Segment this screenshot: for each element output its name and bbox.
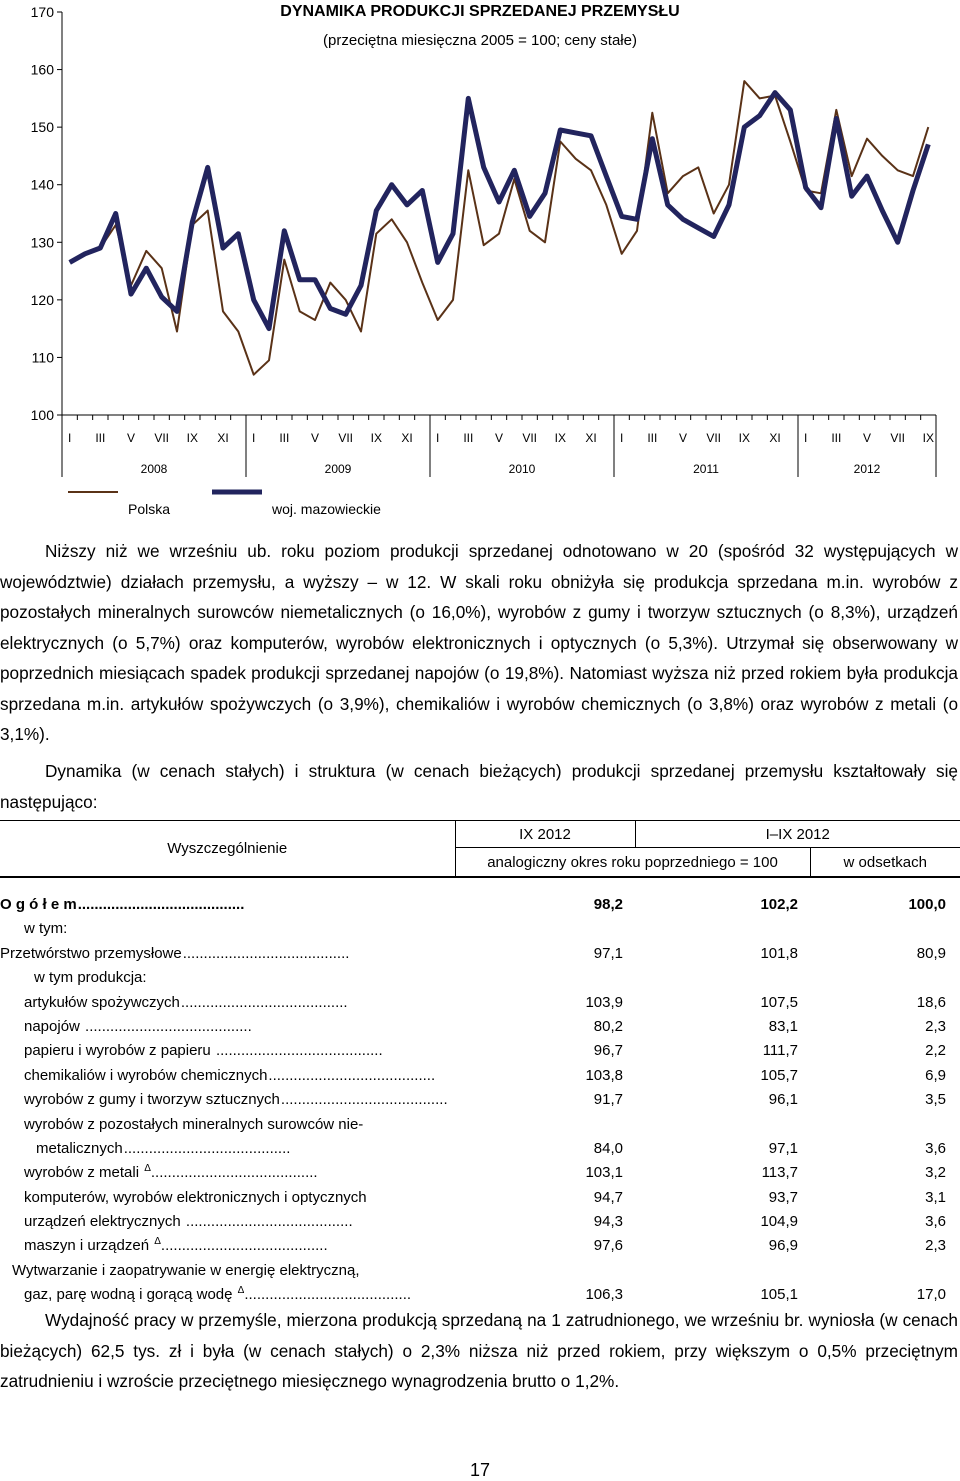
leader-dots: ........................................ xyxy=(280,1091,448,1109)
x-tick-label: IX xyxy=(370,431,383,445)
x-tick-label: V xyxy=(310,431,320,445)
paragraph-1 xyxy=(0,536,958,750)
row-value-1: 98,2 xyxy=(593,896,623,913)
x-tick-label: XI xyxy=(401,431,413,445)
page-number: 17 xyxy=(469,1460,491,1480)
y-tick-label: 130 xyxy=(30,234,54,251)
row-label-text: artykułów spożywczych xyxy=(24,993,180,1011)
paragraph-2 xyxy=(0,756,958,817)
y-tick-label: 150 xyxy=(30,119,54,136)
row-value-2: 107,5 xyxy=(760,993,798,1011)
row-label-text: papieru i wyrobów z papieru xyxy=(24,1042,215,1060)
production-dynamics-chart xyxy=(0,0,960,530)
row-label xyxy=(0,1206,455,1230)
row-value-1: 96,7 xyxy=(593,1042,623,1060)
row-label xyxy=(0,1059,455,1083)
table-row xyxy=(0,1157,960,1181)
row-label xyxy=(0,1181,455,1205)
x-tick-label: I xyxy=(67,431,72,445)
x-tick-label: V xyxy=(862,431,872,445)
paragraph-3 xyxy=(0,1305,958,1397)
y-tick-label: 120 xyxy=(30,291,54,308)
row-value-3: 3,6 xyxy=(925,1213,946,1231)
row-value-3: 18,6 xyxy=(916,993,946,1011)
row-value-2: 96,1 xyxy=(768,1091,798,1109)
table-row xyxy=(0,1035,960,1059)
row-value-3: 2,3 xyxy=(925,1237,946,1255)
row-label-text: wyrobów z metali xyxy=(24,1164,144,1182)
table-row xyxy=(0,962,960,986)
row-label-text: gaz, parę wodną i gorącą wodę xyxy=(24,1286,237,1304)
table-body xyxy=(0,877,960,1303)
row-value-2: 111,7 xyxy=(762,1042,798,1060)
leader-dots: ........................................ xyxy=(244,1286,412,1304)
row-value-1: 94,7 xyxy=(593,1188,623,1206)
x-tick-label: IX xyxy=(922,431,935,445)
row-value-1: 91,7 xyxy=(593,1091,623,1109)
row-value-1: 97,1 xyxy=(593,944,623,962)
leader-dots: ........................................ xyxy=(123,1139,291,1157)
row-label xyxy=(0,1230,455,1254)
chart-title: DYNAMIKA PRODUKCJI SPRZEDANEJ PRZEMYSŁU xyxy=(280,3,680,20)
x-tick-label: V xyxy=(494,431,504,445)
legend-label: Polska xyxy=(128,501,171,517)
row-label-text: wyrobów z pozostałych mineralnych surowców nie- xyxy=(24,1115,364,1133)
row-label xyxy=(0,877,455,913)
row-value-2: 83,1 xyxy=(768,1017,798,1035)
row-value-2: 96,9 xyxy=(768,1237,798,1255)
paragraph-2-text: Dynamika (w cenach stałych) i struktura (w cenach bieżących) produkcji sprzedanej przemysłu kształtowały się następująco: xyxy=(0,761,958,812)
row-value-2: 97,1 xyxy=(768,1139,798,1157)
row-label-text: metalicznych xyxy=(36,1139,123,1157)
row-label-text: komputerów, wyrobów elektronicznych i optycznych xyxy=(24,1188,367,1206)
row-value-1 xyxy=(455,1108,635,1132)
row-label-text: O g ó ł e m xyxy=(0,896,77,913)
row-value-3: 3,6 xyxy=(925,1139,946,1157)
row-value-1: 103,1 xyxy=(585,1164,623,1182)
paragraph-1-text: Niższy niż we wrześniu ub. roku poziom produkcji sprzedanej odnotowano w 20 (spośród 32 występujących w województwie) działach przemysłu, a wyższy – w 12. W skali roku obniżyła się produkcja sprzedana m.in. wyrobów z pozostałych mineralnych surowców niemetalicznych (o 16,0%), wyrobów z gumy i tworzyw sztucznych (o 8,3%), urządzeń elektrycznych (o 5,7%) oraz komputerów, wyrobów elektronicznych i optycznych (o 5,3%). Utrzymał się obserwowany w poprzednich miesiącach spadek produkcji sprzedanej napojów (o 19,8%). Natomiast wyższa niż przed rokiem była produkcja sprzedana m.in. artykułów spożywczych (o 3,9%), chemikaliów i wyrobów chemicznych (o 3,8%) oraz wyrobów z metali (o 3,1%). xyxy=(0,541,958,744)
x-tick-label: IX xyxy=(186,431,199,445)
header-i-ix-2012: I–IX 2012 xyxy=(635,821,960,848)
row-label xyxy=(0,1108,455,1132)
row-label xyxy=(0,1254,455,1278)
legend-label: woj. mazowieckie xyxy=(272,501,381,517)
row-value-1: 84,0 xyxy=(593,1139,623,1157)
row-value-3 xyxy=(810,962,960,986)
row-label xyxy=(0,1011,455,1035)
table-row xyxy=(0,1181,960,1205)
table-row xyxy=(0,1230,960,1254)
x-tick-label: XI xyxy=(769,431,781,445)
x-tick-label: I xyxy=(251,431,256,445)
row-value-3: 3,2 xyxy=(925,1164,946,1182)
y-tick-label: 160 xyxy=(30,61,54,78)
table-row xyxy=(0,937,960,961)
row-value-2: 101,8 xyxy=(760,944,798,962)
row-value-3: 2,3 xyxy=(925,1017,946,1035)
year-label: 2008 xyxy=(140,462,168,476)
paragraph-3-text: Wydajność pracy w przemyśle, mierzona produkcją sprzedaną na 1 zatrudnionego, we wrześniu br. wyniosła (w cenach bieżących) 62,5 tys. zł i była (w cenach stałych) o 2,3% niższa niż przed rokiem, przy większym o 0,5% przeciętnym zatrudnieniu i wzroście przeciętnego miesięcznego wynagrodzenia brutto o 1,2%. xyxy=(0,1310,958,1391)
row-value-3: 3,1 xyxy=(925,1188,946,1206)
row-value-3: 3,5 xyxy=(925,1091,946,1109)
row-value-3: 17,0 xyxy=(916,1286,946,1304)
x-tick-label: XI xyxy=(217,431,229,445)
row-label-text: w tym produkcja: xyxy=(34,969,147,987)
row-value-2 xyxy=(635,1108,810,1132)
row-value-2: 113,7 xyxy=(761,1164,798,1182)
row-value-2 xyxy=(635,1254,810,1278)
row-value-3: 6,9 xyxy=(925,1066,946,1084)
year-label: 2012 xyxy=(853,462,881,476)
y-tick-label: 100 xyxy=(30,407,54,423)
x-tick-label: III xyxy=(647,431,658,445)
x-tick-label: V xyxy=(678,431,688,445)
x-tick-label: VII xyxy=(522,431,538,445)
chart-lines xyxy=(70,81,929,375)
series-line-mazowieckie xyxy=(70,93,929,329)
row-value-2 xyxy=(635,962,810,986)
year-label: 2010 xyxy=(508,462,536,476)
table-row xyxy=(0,1108,960,1132)
row-value-3 xyxy=(810,1108,960,1132)
y-tick-label: 170 xyxy=(30,4,54,20)
table-row xyxy=(0,1254,960,1278)
table-row xyxy=(0,1011,960,1035)
row-value-2: 93,7 xyxy=(768,1188,798,1206)
row-label-text: chemikaliów i wyrobów chemicznych xyxy=(24,1066,268,1084)
row-value-2 xyxy=(635,913,810,937)
leader-dots: ........................................ xyxy=(77,896,245,913)
row-label xyxy=(0,913,455,937)
row-value-1 xyxy=(455,1254,635,1278)
leader-dots: ........................................ xyxy=(180,993,348,1011)
row-label xyxy=(0,1133,455,1157)
row-value-1: 103,8 xyxy=(585,1066,623,1084)
row-value-1 xyxy=(455,913,635,937)
table-row xyxy=(0,1059,960,1083)
row-value-1: 103,9 xyxy=(585,993,623,1011)
row-label xyxy=(0,1157,455,1181)
year-label: 2009 xyxy=(324,462,352,476)
row-value-2: 102,2 xyxy=(760,896,798,913)
row-value-3 xyxy=(810,1254,960,1278)
table-row xyxy=(0,913,960,937)
header-description: Wyszczególnienie xyxy=(0,821,455,878)
row-value-1 xyxy=(455,962,635,986)
row-label xyxy=(0,1084,455,1108)
row-label xyxy=(0,986,455,1010)
table-row xyxy=(0,986,960,1010)
table-row xyxy=(0,1084,960,1108)
chart-subtitle: (przeciętna miesięczna 2005 = 100; ceny stałe) xyxy=(323,32,637,49)
x-tick-label: I xyxy=(619,431,624,445)
leader-dots: ........................................ xyxy=(150,1164,318,1182)
x-tick-label: I xyxy=(435,431,440,445)
row-label-text: wyrobów z gumy i tworzyw sztucznych xyxy=(24,1091,280,1109)
x-tick-label: IX xyxy=(738,431,751,445)
row-value-1: 94,3 xyxy=(593,1213,623,1231)
y-tick-label: 140 xyxy=(30,176,54,193)
row-label xyxy=(0,937,455,961)
y-tick-label: 110 xyxy=(31,349,54,366)
table-row xyxy=(0,1279,960,1303)
row-label-text: napojów xyxy=(24,1017,85,1035)
row-label xyxy=(0,1035,455,1059)
x-tick-label: IX xyxy=(554,431,567,445)
row-value-1: 97,6 xyxy=(593,1237,623,1255)
footnote-mark: Δ xyxy=(154,1236,161,1248)
x-tick-label: V xyxy=(126,431,136,445)
x-tick-label: VII xyxy=(154,431,170,445)
chart-legend xyxy=(68,492,381,517)
table-row xyxy=(0,1133,960,1157)
production-table xyxy=(0,820,960,1303)
footnote-mark: Δ xyxy=(237,1285,245,1297)
row-value-3: 100,0 xyxy=(908,896,946,913)
x-tick-label: III xyxy=(831,431,842,445)
x-tick-label: III xyxy=(279,431,290,445)
row-value-1: 80,2 xyxy=(593,1017,623,1035)
leader-dots: ........................................ xyxy=(215,1042,383,1060)
table-row xyxy=(0,877,960,913)
header-index-base: analogiczny okres roku poprzedniego = 100 xyxy=(455,848,810,878)
table-row xyxy=(0,1206,960,1230)
footnote-mark: Δ xyxy=(144,1163,151,1175)
row-label-text: maszyn i urządzeń xyxy=(24,1237,154,1255)
header-percent: w odsetkach xyxy=(843,853,927,871)
x-tick-label: I xyxy=(803,431,808,445)
leader-dots: ........................................ xyxy=(160,1237,328,1255)
x-tick-label: III xyxy=(95,431,106,445)
row-label xyxy=(0,962,455,986)
x-tick-label: III xyxy=(463,431,474,445)
x-tick-label: VII xyxy=(706,431,722,445)
leader-dots: ........................................ xyxy=(268,1066,436,1084)
row-value-3: 80,9 xyxy=(916,944,946,962)
x-tick-label: XI xyxy=(585,431,597,445)
header-ix-2012: IX 2012 xyxy=(455,821,635,848)
row-value-2: 105,1 xyxy=(760,1286,798,1304)
series-line-polska xyxy=(70,81,929,375)
row-value-2: 104,9 xyxy=(760,1213,798,1231)
leader-dots: ........................................ xyxy=(182,944,350,962)
leader-dots: ........................................ xyxy=(85,1017,252,1035)
row-label xyxy=(0,1279,455,1303)
year-label: 2011 xyxy=(693,462,719,476)
row-value-2: 105,7 xyxy=(760,1066,798,1084)
row-value-3 xyxy=(810,913,960,937)
x-tick-label: VII xyxy=(338,431,354,445)
x-tick-label: VII xyxy=(890,431,906,445)
row-value-1: 106,3 xyxy=(585,1286,623,1304)
row-label-text: Przetwórstwo przemysłowe xyxy=(0,944,182,962)
leader-dots: ........................................ xyxy=(185,1213,353,1231)
row-label-text: Wytwarzanie i zaopatrywanie w energię elektryczną, xyxy=(12,1261,360,1279)
row-label-text: urządzeń elektrycznych xyxy=(24,1213,185,1231)
row-value-3: 2,2 xyxy=(925,1042,946,1060)
row-label-text: w tym: xyxy=(24,920,68,938)
